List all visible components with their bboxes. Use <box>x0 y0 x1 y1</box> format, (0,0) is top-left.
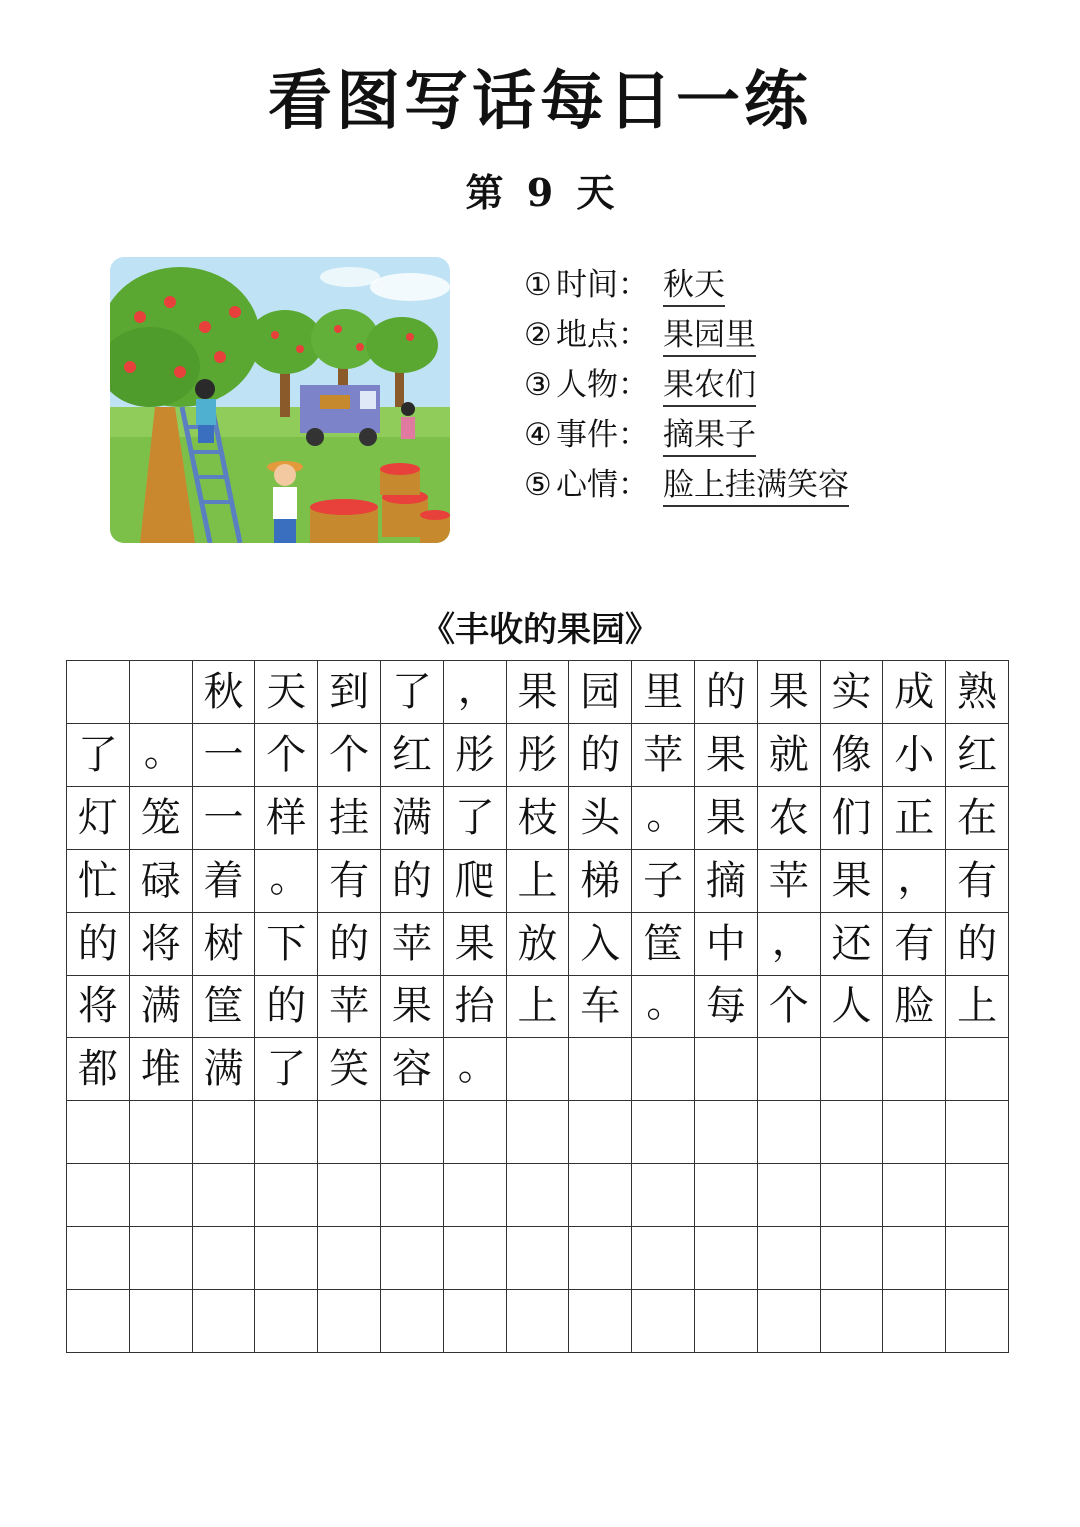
page-title: 看图写话每日一练 <box>268 64 812 139</box>
grid-cell <box>318 1101 381 1164</box>
grid-cell: 的 <box>318 913 381 976</box>
grid-cell <box>632 1038 695 1101</box>
grid-cell: 的 <box>569 724 632 787</box>
grid-cell: 筐 <box>632 913 695 976</box>
grid-cell <box>946 1164 1009 1227</box>
prompt-people-value: 果农们 <box>663 365 756 407</box>
grid-cell: 满 <box>193 1038 256 1101</box>
grid-cell: 就 <box>758 724 821 787</box>
grid-cell: 苹 <box>381 913 444 976</box>
grid-cell: 红 <box>381 724 444 787</box>
grid-cell: 熟 <box>946 661 1009 724</box>
grid-cell: 们 <box>821 787 884 850</box>
grid-cell <box>318 1164 381 1227</box>
grid-cell: 的 <box>67 913 130 976</box>
grid-cell <box>821 1164 884 1227</box>
grid-cell: 有 <box>883 913 946 976</box>
grid-cell <box>507 1038 570 1101</box>
grid-cell: 果 <box>444 913 507 976</box>
prompt-mood-value: 脸上挂满笑容 <box>663 465 849 507</box>
grid-cell <box>381 1101 444 1164</box>
grid-cell <box>883 1038 946 1101</box>
grid-cell <box>758 1101 821 1164</box>
grid-cell <box>946 1101 1009 1164</box>
grid-cell: 摘 <box>695 850 758 913</box>
grid-cell: 挂 <box>318 787 381 850</box>
grid-cell <box>67 1227 130 1290</box>
grid-cell <box>255 1101 318 1164</box>
grid-cell: 了 <box>381 661 444 724</box>
grid-cell: 个 <box>758 976 821 1039</box>
prompt-time: ① 时间： 秋天 <box>524 260 1044 310</box>
grid-cell: ， <box>758 913 821 976</box>
grid-cell <box>695 1164 758 1227</box>
grid-cell <box>507 1290 570 1353</box>
grid-cell <box>569 1227 632 1290</box>
grid-cell <box>67 1290 130 1353</box>
grid-cell <box>130 1164 193 1227</box>
grid-cell: 的 <box>381 850 444 913</box>
grid-cell: 爬 <box>444 850 507 913</box>
grid-cell <box>507 1227 570 1290</box>
grid-cell <box>758 1038 821 1101</box>
grid-cell <box>381 1164 444 1227</box>
grid-cell <box>444 1227 507 1290</box>
grid-cell: 苹 <box>632 724 695 787</box>
grid-cell <box>946 1290 1009 1353</box>
writing-grid <box>66 660 1009 1353</box>
grid-cell: 果 <box>821 850 884 913</box>
grid-cell: 上 <box>507 976 570 1039</box>
grid-cell: 一 <box>193 724 256 787</box>
grid-cell: 中 <box>695 913 758 976</box>
grid-cell: 上 <box>946 976 1009 1039</box>
grid-cell: 都 <box>67 1038 130 1101</box>
grid-cell <box>883 1290 946 1353</box>
grid-cell: 笑 <box>318 1038 381 1101</box>
grid-cell: 在 <box>946 787 1009 850</box>
grid-cell: 有 <box>946 850 1009 913</box>
grid-cell: 里 <box>632 661 695 724</box>
day-label: 第 9 天 <box>465 170 615 215</box>
grid-cell <box>821 1038 884 1101</box>
grid-cell <box>130 1290 193 1353</box>
grid-cell: 到 <box>318 661 381 724</box>
grid-cell: 将 <box>67 976 130 1039</box>
prompt-event-value: 摘果子 <box>663 415 756 457</box>
grid-cell <box>946 1038 1009 1101</box>
grid-cell <box>758 1290 821 1353</box>
grid-cell <box>193 1164 256 1227</box>
grid-cell <box>255 1290 318 1353</box>
grid-cell: 的 <box>255 976 318 1039</box>
grid-cell: 着 <box>193 850 256 913</box>
grid-cell: 像 <box>821 724 884 787</box>
grid-cell <box>130 661 193 724</box>
grid-cell <box>883 1227 946 1290</box>
grid-cell <box>569 1038 632 1101</box>
grid-cell <box>632 1290 695 1353</box>
grid-cell <box>883 1164 946 1227</box>
grid-cell <box>255 1164 318 1227</box>
grid-cell <box>444 1101 507 1164</box>
grid-cell: 了 <box>444 787 507 850</box>
grid-cell <box>883 1101 946 1164</box>
grid-cell: 的 <box>946 913 1009 976</box>
grid-cell: 还 <box>821 913 884 976</box>
grid-cell: 上 <box>507 850 570 913</box>
grid-cell <box>946 1227 1009 1290</box>
grid-cell <box>381 1290 444 1353</box>
grid-cell: 每 <box>695 976 758 1039</box>
grid-cell: 放 <box>507 913 570 976</box>
grid-cell: 彤 <box>444 724 507 787</box>
grid-cell: 脸 <box>883 976 946 1039</box>
grid-cell: 。 <box>130 724 193 787</box>
grid-cell: 个 <box>318 724 381 787</box>
grid-cell <box>67 1164 130 1227</box>
grid-cell: 苹 <box>318 976 381 1039</box>
grid-cell <box>255 1227 318 1290</box>
grid-cell <box>507 1101 570 1164</box>
grid-cell: 有 <box>318 850 381 913</box>
prompt-place-value: 果园里 <box>663 315 756 357</box>
grid-cell <box>444 1164 507 1227</box>
grid-cell: 的 <box>695 661 758 724</box>
grid-cell: 样 <box>255 787 318 850</box>
orchard-illustration <box>110 257 450 543</box>
grid-cell: 忙 <box>67 850 130 913</box>
grid-cell: 下 <box>255 913 318 976</box>
grid-cell <box>695 1101 758 1164</box>
grid-cell: 实 <box>821 661 884 724</box>
grid-cell: 子 <box>632 850 695 913</box>
grid-cell: 笼 <box>130 787 193 850</box>
writing-prompts <box>524 260 1044 510</box>
grid-cell: 个 <box>255 724 318 787</box>
grid-cell: 。 <box>632 976 695 1039</box>
grid-cell: 筐 <box>193 976 256 1039</box>
grid-cell: 果 <box>758 661 821 724</box>
grid-cell <box>821 1290 884 1353</box>
grid-cell <box>569 1290 632 1353</box>
grid-cell <box>507 1164 570 1227</box>
essay-title: 《丰收的果园》 <box>421 610 659 650</box>
grid-cell: 头 <box>569 787 632 850</box>
grid-cell: 秋 <box>193 661 256 724</box>
grid-cell: 小 <box>883 724 946 787</box>
grid-cell: 果 <box>695 787 758 850</box>
grid-cell <box>695 1038 758 1101</box>
grid-cell <box>318 1290 381 1353</box>
grid-cell: 堆 <box>130 1038 193 1101</box>
grid-cell <box>758 1164 821 1227</box>
grid-cell <box>821 1227 884 1290</box>
grid-cell: 。 <box>255 850 318 913</box>
grid-cell <box>130 1101 193 1164</box>
grid-cell <box>632 1101 695 1164</box>
grid-cell: 车 <box>569 976 632 1039</box>
grid-cell <box>569 1164 632 1227</box>
grid-cell <box>821 1101 884 1164</box>
grid-cell <box>193 1290 256 1353</box>
grid-cell: 了 <box>67 724 130 787</box>
prompt-place: ② 地点： 果园里 <box>524 310 1044 360</box>
grid-cell: 成 <box>883 661 946 724</box>
grid-cell <box>695 1227 758 1290</box>
prompt-people: ③ 人物： 果农们 <box>524 360 1044 410</box>
grid-cell <box>444 1290 507 1353</box>
grid-cell: ， <box>444 661 507 724</box>
grid-cell <box>193 1101 256 1164</box>
prompt-event: ④ 事件： 摘果子 <box>524 410 1044 460</box>
grid-cell <box>695 1290 758 1353</box>
grid-cell: 果 <box>381 976 444 1039</box>
grid-cell <box>381 1227 444 1290</box>
grid-cell: 果 <box>507 661 570 724</box>
prompt-mood: ⑤ 心情： 脸上挂满笑容 <box>524 460 1044 510</box>
grid-cell <box>632 1227 695 1290</box>
grid-cell: 天 <box>255 661 318 724</box>
grid-cell <box>758 1227 821 1290</box>
grid-cell: 碌 <box>130 850 193 913</box>
grid-cell: 正 <box>883 787 946 850</box>
grid-cell: 枝 <box>507 787 570 850</box>
grid-cell: 树 <box>193 913 256 976</box>
grid-cell <box>193 1227 256 1290</box>
grid-cell: 入 <box>569 913 632 976</box>
grid-cell: 园 <box>569 661 632 724</box>
grid-cell: ， <box>883 850 946 913</box>
grid-cell: 一 <box>193 787 256 850</box>
grid-cell: 灯 <box>67 787 130 850</box>
prompt-time-value: 秋天 <box>663 265 725 307</box>
grid-cell: 容 <box>381 1038 444 1101</box>
grid-cell <box>67 1101 130 1164</box>
grid-cell: 了 <box>255 1038 318 1101</box>
grid-cell: 农 <box>758 787 821 850</box>
grid-cell <box>130 1227 193 1290</box>
grid-cell: 满 <box>381 787 444 850</box>
grid-cell: 将 <box>130 913 193 976</box>
grid-cell: 抬 <box>444 976 507 1039</box>
grid-cell <box>67 661 130 724</box>
grid-cell: 。 <box>444 1038 507 1101</box>
grid-cell <box>569 1101 632 1164</box>
grid-cell: 彤 <box>507 724 570 787</box>
grid-cell: 红 <box>946 724 1009 787</box>
grid-cell: 果 <box>695 724 758 787</box>
grid-cell: 满 <box>130 976 193 1039</box>
grid-cell <box>632 1164 695 1227</box>
grid-cell: 苹 <box>758 850 821 913</box>
grid-cell: 人 <box>821 976 884 1039</box>
grid-cell: 梯 <box>569 850 632 913</box>
grid-cell: 。 <box>632 787 695 850</box>
grid-cell <box>318 1227 381 1290</box>
